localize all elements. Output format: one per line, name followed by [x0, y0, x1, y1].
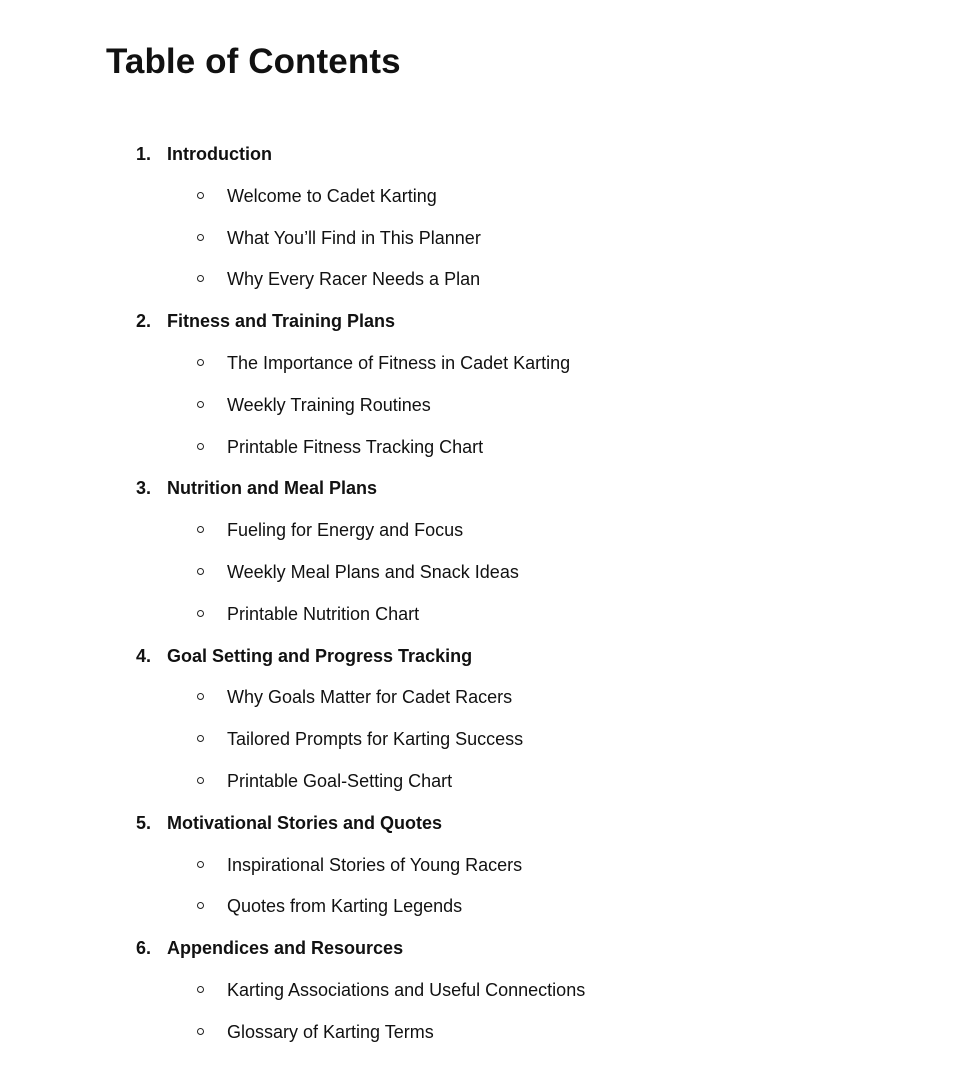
page-title: Table of Contents [106, 42, 401, 81]
toc-item [0, 681, 979, 723]
toc-item-label: Weekly Meal Plans and Snack Ideas [227, 561, 519, 582]
toc-item [0, 389, 979, 431]
toc-item [0, 556, 979, 598]
hollow-circle-bullet-icon [197, 777, 204, 784]
toc-item-label: Quotes from Karting Legends [227, 896, 463, 917]
toc-item-label: What You’ll Find in This Planner [227, 227, 481, 248]
toc-item [0, 723, 979, 765]
hollow-circle-bullet-icon [197, 735, 204, 742]
section-number: 5. [136, 812, 152, 833]
hollow-circle-bullet-icon [197, 526, 204, 533]
toc-item [0, 514, 979, 556]
toc-item [0, 598, 979, 640]
hollow-circle-bullet-icon [197, 610, 204, 617]
hollow-circle-bullet-icon [197, 693, 204, 700]
toc-item-label: Printable Nutrition Chart [227, 603, 420, 624]
section-title: Motivational Stories and Quotes [167, 812, 443, 833]
hollow-circle-bullet-icon [197, 275, 204, 282]
toc-item [0, 180, 979, 222]
toc-item-label: Welcome to Cadet Karting [227, 185, 437, 206]
section-number: 4. [136, 645, 152, 666]
hollow-circle-bullet-icon [197, 234, 204, 241]
hollow-circle-bullet-icon [197, 443, 204, 450]
toc-item-label: Printable Fitness Tracking Chart [227, 436, 484, 457]
hollow-circle-bullet-icon [197, 986, 204, 993]
toc-item-label: The Importance of Fitness in Cadet Karting [227, 352, 571, 373]
hollow-circle-bullet-icon [197, 1028, 204, 1035]
toc-item-label: Weekly Training Routines [227, 394, 431, 415]
toc-item-label: Tailored Prompts for Karting Success [227, 729, 524, 750]
toc-item [0, 765, 979, 807]
hollow-circle-bullet-icon [197, 359, 204, 366]
hollow-circle-bullet-icon [197, 192, 204, 199]
toc-section-5 [0, 807, 979, 849]
section-title: Introduction [167, 144, 272, 164]
section-number: 3. [136, 478, 152, 499]
toc-item [0, 849, 979, 891]
section-title: Fitness and Training Plans [167, 311, 396, 332]
section-number: 1. [136, 144, 152, 164]
toc-item [0, 222, 979, 264]
hollow-circle-bullet-icon [197, 401, 204, 408]
table-of-contents [0, 138, 979, 1058]
toc-item [0, 1016, 979, 1058]
toc-item-label: Printable Goal-Setting Chart [227, 770, 453, 791]
hollow-circle-bullet-icon [197, 902, 204, 909]
toc-section-6 [0, 932, 979, 974]
toc-item-label: Fueling for Energy and Focus [227, 520, 464, 541]
toc-item-label: Why Every Racer Needs a Plan [227, 269, 481, 290]
toc-section-3 [0, 472, 979, 514]
toc-item-label: Glossary of Karting Terms [227, 1021, 434, 1042]
toc-item-label: Karting Associations and Useful Connections [227, 979, 586, 1000]
section-number: 6. [136, 938, 152, 959]
toc-item-label: Why Goals Matter for Cadet Racers [227, 687, 513, 708]
hollow-circle-bullet-icon [197, 568, 204, 575]
toc-section-4 [0, 640, 979, 682]
toc-item [0, 263, 979, 305]
section-title: Nutrition and Meal Plans [167, 478, 378, 499]
toc-item [0, 431, 979, 473]
toc-section-2 [0, 305, 979, 347]
section-title: Appendices and Resources [167, 938, 404, 959]
hollow-circle-bullet-icon [197, 861, 204, 868]
section-number: 2. [136, 311, 152, 332]
toc-item-label: Inspirational Stories of Young Racers [227, 854, 523, 875]
section-title: Goal Setting and Progress Tracking [167, 645, 473, 666]
toc-item [0, 890, 979, 932]
toc-item [0, 974, 979, 1016]
toc-item [0, 347, 979, 389]
toc-section-1 [0, 138, 979, 180]
